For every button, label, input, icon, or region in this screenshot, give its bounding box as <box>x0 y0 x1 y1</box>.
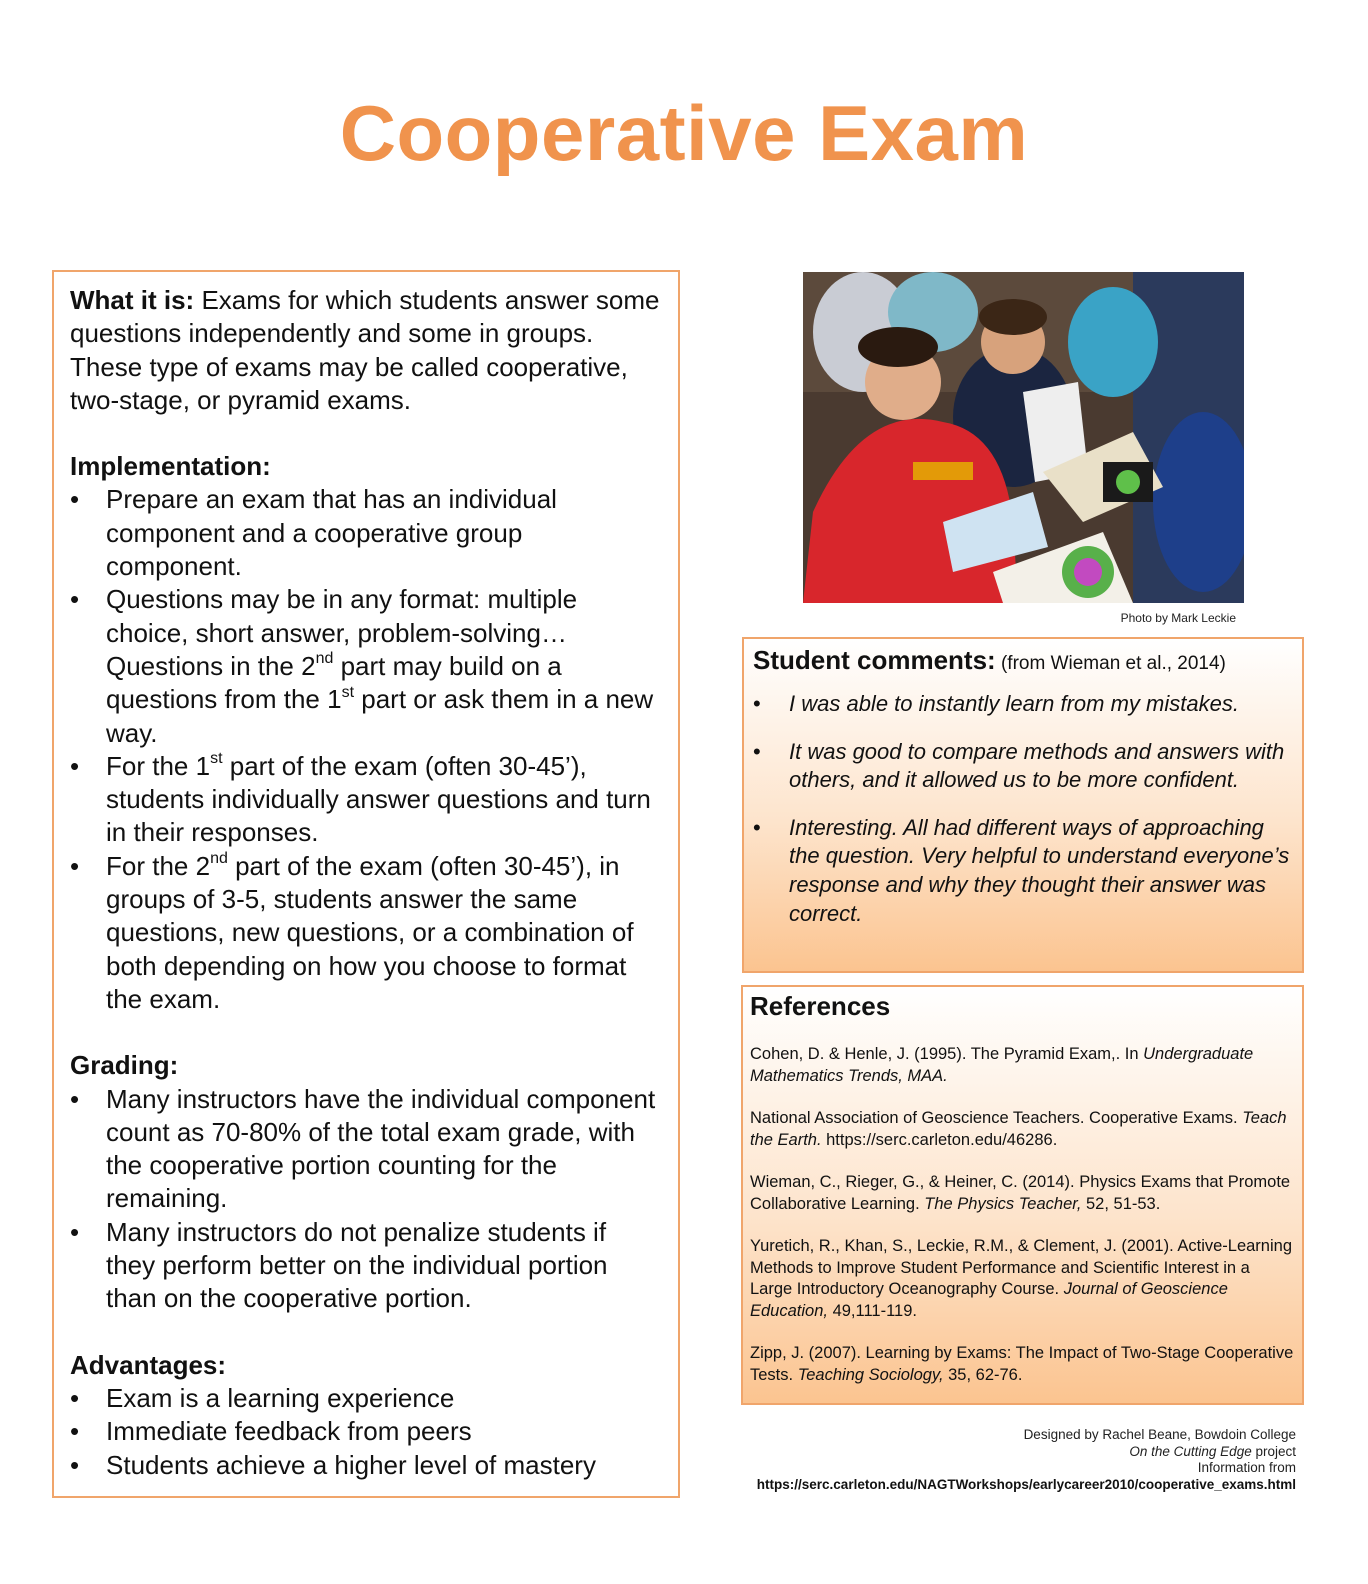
footer-url-link[interactable]: https://serc.carleton.edu/NAGTWorkshops/earlycareer2010/cooperative_exams.html <box>756 1476 1296 1492</box>
what-it-is-heading: What it is: <box>70 285 195 315</box>
reference-italic: Teach the Earth. <box>750 1109 1287 1149</box>
comment-item: • I was able to instantly learn from my mistakes. <box>753 690 1292 719</box>
reference-text: 52, 51-53. <box>1081 1194 1161 1213</box>
list-item-text: Questions may be in any format: multiple choice, short answer, problem-solving… Questions in the 2 <box>106 584 578 681</box>
superscript: nd <box>210 850 228 868</box>
reference-text: Yuretich, R., Khan, S., Leckie, R.M., & Clement, J. (2001). Active-Learning Methods to Improve Student Performance and Scientific Interest in a Large Introductory Oceanography Course. <box>750 1237 1292 1298</box>
what-it-is-paragraph <box>70 284 662 417</box>
superscript: st <box>210 750 223 768</box>
reference-italic: Teaching Sociology, <box>797 1365 944 1384</box>
footer-project-name: On the Cutting Edge <box>1129 1443 1252 1459</box>
list-item <box>70 750 662 850</box>
reference-text: 35, 62-76. <box>943 1365 1023 1384</box>
list-item: • Students achieve a higher level of mastery <box>70 1449 662 1482</box>
reference-italic: Undergraduate Mathematics Trends, MAA. <box>750 1045 1254 1085</box>
comment-item: • Interesting. All had different ways of approaching the question. Very helpful to understand everyone’s response and why they thought their answer was correct. <box>753 814 1292 928</box>
footer-designer: Designed by Rachel Beane, Bowdoin College <box>1023 1427 1296 1442</box>
reference-item <box>750 1108 1294 1151</box>
reference-text: https://serc.carleton.edu/46286. <box>821 1130 1058 1149</box>
student-comments-heading <box>753 645 1292 676</box>
reference-item <box>750 1172 1294 1215</box>
student-comments-panel <box>742 637 1304 973</box>
list-item-text: Prepare an exam that has an individual component and a cooperative group component. <box>106 484 557 582</box>
list-item <box>70 583 662 749</box>
list-item <box>70 483 662 583</box>
reference-italic: The Physics Teacher, <box>924 1194 1082 1213</box>
reference-item <box>750 1343 1294 1386</box>
grading-heading: Grading: <box>70 1050 179 1081</box>
students-photo <box>803 272 1244 603</box>
reference-item <box>750 1044 1294 1087</box>
list-item-text: For the 2 <box>106 850 211 881</box>
footer-credits <box>757 1427 1296 1493</box>
list-item: • Exam is a learning experience <box>70 1382 662 1415</box>
comment-item: • It was good to compare methods and answers with others, and it allowed us to be more confident. <box>753 738 1292 795</box>
comments-title: Student comments: <box>753 645 996 675</box>
superscript: nd <box>315 650 334 668</box>
reference-text: Wieman, C., Rieger, G., & Heiner, C. (2014). Physics Exams that Promote Collaborative Learning. <box>750 1173 1291 1213</box>
implementation-list <box>70 483 662 1016</box>
comments-source: (from Wieman et al., 2014) <box>995 653 1226 674</box>
footer-info-label: Information from <box>1197 1460 1296 1475</box>
superscript: st <box>341 683 355 701</box>
references-panel <box>741 985 1304 1405</box>
list-item-text: part may build on a questions from the 1 <box>106 650 562 715</box>
reference-text: Cohen, D. & Henle, J. (1995). The Pyramid Exam,. In <box>750 1045 1144 1063</box>
references-heading: References <box>750 991 891 1021</box>
list-item-text: For the 1 <box>106 750 211 781</box>
list-item-text: part of the exam (often 30-45’), in groups of 3-5, students answer the same questions, new questions, or a combination of both depending on how you choose to format the exam. <box>106 850 634 1014</box>
list-item: • Many instructors have the individual component count as 70-80% of the total exam grade, with the cooperative portion counting for the remaining. <box>70 1083 662 1216</box>
list-item-text: part or ask them in a new way. <box>106 684 654 748</box>
what-it-is-text: Exams for which students answer some questions independently and some in groups. These type of exams may be called cooperative, two-stage, or pyramid exams. <box>70 285 660 415</box>
footer-project <box>757 1444 1296 1461</box>
photo-credit: Photo by Mark Leckie <box>1120 611 1236 625</box>
reference-text: National Association of Geoscience Teachers. Cooperative Exams. <box>750 1109 1243 1127</box>
implementation-heading: Implementation: <box>70 451 271 482</box>
advantages-list <box>70 1382 662 1482</box>
left-content-panel <box>52 270 680 1498</box>
footer-project-suffix: project <box>1251 1443 1296 1459</box>
comments-list <box>753 690 1292 928</box>
list-item: • Immediate feedback from peers <box>70 1415 662 1448</box>
reference-italic: Journal of Geoscience Education, <box>750 1280 1228 1320</box>
reference-text: Zipp, J. (2007). Learning by Exams: The Impact of Two-Stage Cooperative Tests. <box>750 1344 1294 1384</box>
page-title: Cooperative Exam <box>339 89 1029 177</box>
list-item <box>70 850 662 1016</box>
grading-list <box>70 1083 662 1316</box>
list-item: • Many instructors do not penalize students if they perform better on the individual portion than on the cooperative portion. <box>70 1216 662 1316</box>
advantages-heading: Advantages: <box>70 1349 227 1380</box>
list-item-text: part of the exam (often 30-45’), students individually answer questions and turn in their responses. <box>106 750 651 848</box>
reference-text: 49,111-119. <box>827 1301 917 1320</box>
reference-item <box>750 1236 1294 1322</box>
